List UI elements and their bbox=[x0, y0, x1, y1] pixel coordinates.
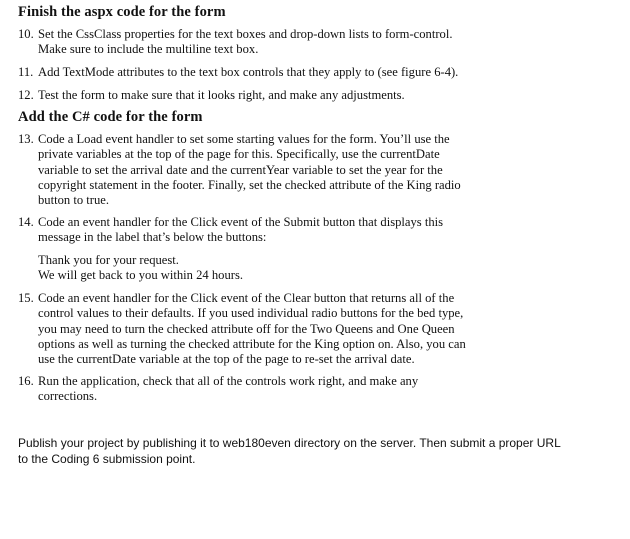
item-text-line: private variables at the top of the page for this. Specifically, use the currentDate bbox=[38, 147, 440, 162]
item-text-line: Run the application, check that all of the controls work right, and make any bbox=[38, 374, 419, 388]
item-text-line: variable to set the arrival date and the currentYear variable to set the year for the bbox=[38, 162, 443, 177]
item-text-line: options as well as turning the checked attribute for the King option on. Also, you can bbox=[38, 336, 466, 351]
list-item-10 bbox=[18, 27, 618, 58]
list-item-11 bbox=[18, 65, 618, 80]
item-text-line: Code an event handler for the Click event of the Submit button that displays this bbox=[38, 215, 444, 229]
item-text-line: button to true. bbox=[38, 193, 110, 208]
item-text-line: Code a Load event handler to set some starting values for the form. You’ll use the bbox=[38, 132, 450, 146]
confirmation-message bbox=[38, 253, 243, 284]
list-item-16 bbox=[18, 374, 618, 405]
item-number: 14. bbox=[18, 215, 34, 229]
item-number: 11. bbox=[18, 65, 34, 79]
list-item-12 bbox=[18, 88, 618, 103]
item-text-line: message in the label that’s below the buttons: bbox=[38, 230, 267, 245]
item-number: 15. bbox=[18, 291, 34, 305]
item-number: 13. bbox=[18, 132, 34, 146]
footer-line: Publish your project by publishing it to web180even directory on the server. Then submit a proper URL bbox=[18, 436, 561, 450]
message-line: Thank you for your request. bbox=[38, 253, 179, 267]
item-text-line: Set the CssClass properties for the text boxes and drop-down lists to form-control. bbox=[38, 27, 453, 41]
item-number: 12. bbox=[18, 88, 34, 102]
item-text-line: Add TextMode attributes to the text box controls that they apply to (see figure 6-4). bbox=[38, 65, 459, 79]
section-heading-aspx: Finish the aspx code for the form bbox=[18, 4, 226, 20]
footer-line: to the Coding 6 submission point. bbox=[18, 452, 196, 466]
item-text-line: copyright statement in the footer. Finally, set the checked attribute of the King radio bbox=[38, 177, 461, 192]
item-text-line: use the currentDate variable at the top of the page to re-set the arrival date. bbox=[38, 352, 415, 367]
item-text-line: control values to their defaults. If you used individual radio buttons for the bed type, bbox=[38, 306, 464, 321]
item-text-line: Test the form to make sure that it looks right, and make any adjustments. bbox=[38, 88, 405, 102]
item-text-line: Make sure to include the multiline text box. bbox=[38, 42, 259, 57]
item-text-line: you may need to turn the checked attribute off for the Two Queens and One Queen bbox=[38, 321, 455, 336]
list-item-13 bbox=[18, 132, 618, 208]
item-number: 10. bbox=[18, 27, 34, 41]
message-line: We will get back to you within 24 hours. bbox=[38, 268, 244, 283]
submission-instructions bbox=[18, 435, 618, 467]
list-item-15 bbox=[18, 291, 618, 367]
list-item-14 bbox=[18, 215, 618, 246]
item-text-line: corrections. bbox=[38, 389, 98, 404]
item-number: 16. bbox=[18, 374, 34, 388]
item-text-line: Code an event handler for the Click event of the Clear button that returns all of the bbox=[38, 291, 455, 305]
section-heading-csharp: Add the C# code for the form bbox=[18, 109, 203, 125]
